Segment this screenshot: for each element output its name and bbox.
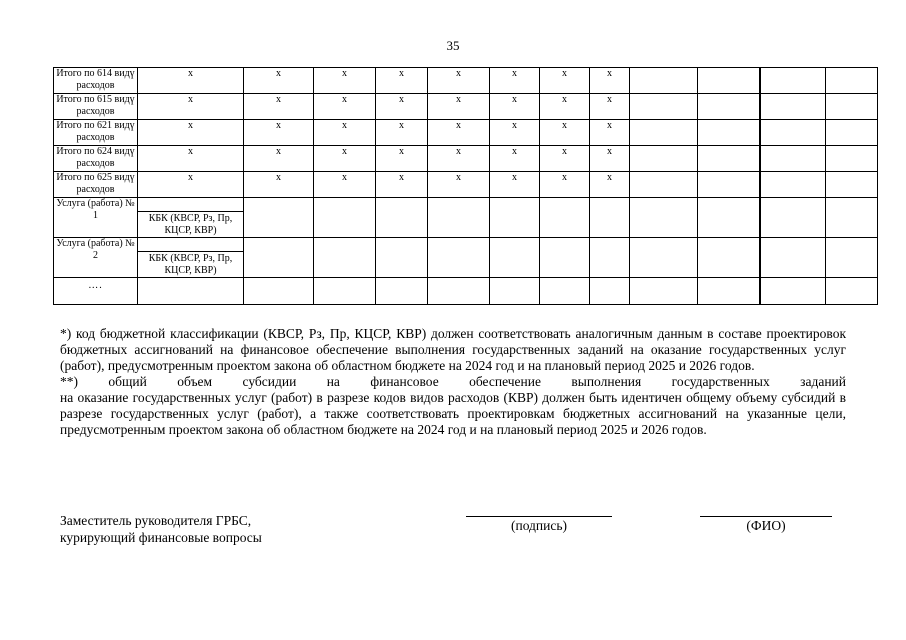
empty-cell (630, 68, 698, 94)
not-applicable-mark: x (314, 146, 376, 172)
not-applicable-mark: x (376, 146, 428, 172)
not-applicable-mark: x (138, 120, 244, 146)
continuation-dots: …. (88, 280, 103, 291)
empty-cell (490, 278, 540, 305)
not-applicable-mark: x (244, 68, 314, 94)
empty-cell (698, 238, 760, 278)
empty-cell (826, 172, 878, 198)
total-row (54, 172, 878, 198)
not-applicable-mark: x (540, 68, 590, 94)
total-row (54, 146, 878, 172)
table-body (54, 68, 878, 305)
empty-cell (760, 278, 826, 305)
not-applicable-mark: x (244, 172, 314, 198)
empty-cell (826, 278, 878, 305)
kbk-label: КБК (КВСР, Рз, Пр, КЦСР, КВР) (138, 251, 243, 277)
footnote-2-first-line: **) общий объем субсидии на финансовое обеспечение выполнения государственных заданий (60, 374, 846, 389)
name-label: (ФИО) (746, 518, 786, 533)
empty-cell (540, 238, 590, 278)
service-label: Услуга (работа) № 1 (54, 198, 138, 238)
not-applicable-mark: x (590, 146, 630, 172)
empty-cell (630, 94, 698, 120)
not-applicable-mark: x (314, 120, 376, 146)
service-row (54, 238, 878, 278)
empty-cell (760, 120, 826, 146)
name-line (700, 516, 832, 517)
footnotes (60, 326, 846, 438)
empty-cell (376, 198, 428, 238)
empty-cell (826, 238, 878, 278)
empty-cell (428, 238, 490, 278)
not-applicable-mark: x (314, 68, 376, 94)
empty-cell (490, 238, 540, 278)
not-applicable-mark: x (428, 120, 490, 146)
not-applicable-mark: x (490, 146, 540, 172)
empty-cell (244, 238, 314, 278)
empty-cell (760, 68, 826, 94)
not-applicable-mark: x (376, 94, 428, 120)
empty-cell (760, 238, 826, 278)
page-number: 35 (446, 38, 460, 53)
empty-cell (428, 278, 490, 305)
footnote-2-rest: на оказание государственных услуг (работ) в разрезе кодов видов расходов (КВР) должен быть идентичен общему объему субсидий в разрезе государственных услуг (работ), а также соответствовать проектировкам бюджетных ассигнований на указанные цели, предусмотренным проектом закона об областном бюджете на 2024 год и на плановый период 2025 и 2026 годов. (60, 390, 846, 437)
not-applicable-mark: x (138, 172, 244, 198)
empty-cell (630, 238, 698, 278)
empty-cell (698, 278, 760, 305)
empty-cell (698, 68, 760, 94)
not-applicable-mark: x (244, 94, 314, 120)
service-label: Услуга (работа) № 2 (54, 238, 138, 278)
empty-cell (314, 238, 376, 278)
total-row (54, 120, 878, 146)
not-applicable-mark: x (490, 94, 540, 120)
empty-cell (590, 198, 630, 238)
empty-cell (630, 146, 698, 172)
empty-cell (590, 238, 630, 278)
not-applicable-mark: x (590, 94, 630, 120)
not-applicable-mark: x (428, 146, 490, 172)
row-label: Итого по 624 видү расходов (54, 146, 138, 172)
budget-table (53, 67, 878, 305)
empty-cell (590, 278, 630, 305)
empty-cell (376, 238, 428, 278)
row-label: Итого по 625 видү расходов (54, 172, 138, 198)
not-applicable-mark: x (490, 172, 540, 198)
not-applicable-mark: x (244, 146, 314, 172)
not-applicable-mark: x (314, 94, 376, 120)
empty-cell (760, 146, 826, 172)
not-applicable-mark: x (540, 94, 590, 120)
not-applicable-mark: x (490, 68, 540, 94)
empty-cell (428, 198, 490, 238)
empty-cell (314, 278, 376, 305)
not-applicable-mark: x (138, 146, 244, 172)
row-label: Итого по 621 видү расходов (54, 120, 138, 146)
empty-cell (698, 172, 760, 198)
empty-cell (826, 120, 878, 146)
not-applicable-mark: x (428, 94, 490, 120)
not-applicable-mark: x (428, 172, 490, 198)
empty-cell (244, 278, 314, 305)
not-applicable-mark: x (244, 120, 314, 146)
empty-cell (760, 172, 826, 198)
row-label: Итого по 614 видү расходов (54, 68, 138, 94)
kbk-label: КБК (КВСР, Рз, Пр, КЦСР, КВР) (138, 211, 243, 237)
signature-label: (подпись) (510, 518, 568, 533)
total-row (54, 94, 878, 120)
position-line-2: курирующий финансовые вопросы (60, 530, 262, 545)
empty-cell (540, 278, 590, 305)
not-applicable-mark: x (376, 120, 428, 146)
empty-cell (826, 68, 878, 94)
not-applicable-mark: x (540, 172, 590, 198)
signatory-position (60, 512, 262, 546)
empty-cell (540, 198, 590, 238)
empty-cell (698, 94, 760, 120)
service-row (54, 198, 878, 238)
empty-cell (630, 198, 698, 238)
empty-cell (244, 198, 314, 238)
not-applicable-mark: x (138, 94, 244, 120)
empty-cell (376, 278, 428, 305)
empty-cell (314, 198, 376, 238)
empty-cell (826, 94, 878, 120)
not-applicable-mark: x (540, 120, 590, 146)
empty-cell (760, 198, 826, 238)
empty-cell (630, 120, 698, 146)
empty-cell (630, 278, 698, 305)
not-applicable-mark: x (590, 68, 630, 94)
empty-cell (826, 146, 878, 172)
empty-cell (138, 278, 244, 305)
not-applicable-mark: x (540, 146, 590, 172)
empty-cell (490, 198, 540, 238)
signature-line (466, 516, 612, 517)
empty-cell (826, 198, 878, 238)
row-label: Итого по 615 видү расходов (54, 94, 138, 120)
not-applicable-mark: x (376, 172, 428, 198)
empty-cell (698, 146, 760, 172)
not-applicable-mark: x (590, 120, 630, 146)
empty-cell (760, 94, 826, 120)
not-applicable-mark: x (590, 172, 630, 198)
not-applicable-mark: x (314, 172, 376, 198)
not-applicable-mark: x (376, 68, 428, 94)
empty-cell (698, 198, 760, 238)
continuation-row (54, 278, 878, 305)
total-row (54, 68, 878, 94)
not-applicable-mark: x (428, 68, 490, 94)
empty-cell (630, 172, 698, 198)
not-applicable-mark: x (138, 68, 244, 94)
empty-cell (698, 120, 760, 146)
footnote-1: *) код бюджетной классификации (КВСР, Рз, Пр, КЦСР, КВР) должен соответствовать аналогичным данным в составе проектировок бюджетных ассигнований на финансовое обеспечение выполнения государственных заданий на оказание государственных услуг (работ), предусмотренным проектом закона об областном бюджете на 2024 год и на плановый период 2025 и 2026 годов. (60, 326, 846, 373)
position-line-1: Заместитель руководителя ГРБС, (60, 513, 252, 528)
not-applicable-mark: x (490, 120, 540, 146)
